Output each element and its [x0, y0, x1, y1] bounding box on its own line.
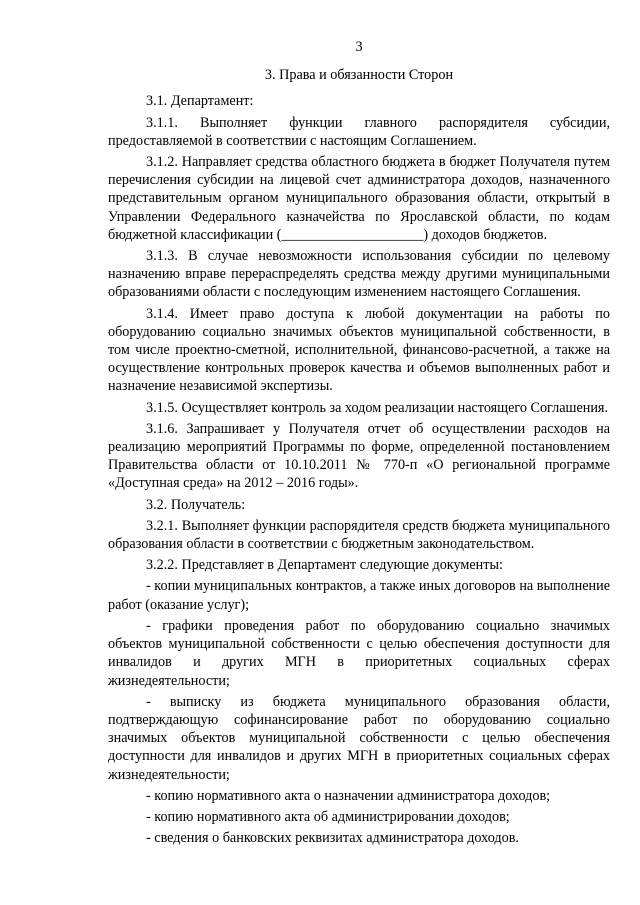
list-item-schedules: - графики проведения работ по оборудованию социально значимых объектов муниципальной собственности с целью обеспечения доступности для инвалидов и других МГН в приоритетных социальных сферах жизнедеятельности; [108, 617, 610, 689]
paragraph-3-1-5: 3.1.5. Осуществляет контроль за ходом реализации настоящего Соглашения. [146, 399, 609, 416]
list-item-admin-act: - копию нормативного акта об администрировании доходов; [146, 808, 510, 825]
paragraph-3-1-2: 3.1.2. Направляет средства областного бюджета в бюджет Получателя путем перечисления субсидии на лицевой счет администратора доходов, назначенного представительным органом муниципального образования области, открытый в Управлении Федерального казначейства по Ярославской области, по кодам бюджетной классификации (____________________) доходов бюджетов. [108, 154, 610, 243]
paragraph-3-2: 3.2. Получатель: [146, 496, 246, 513]
paragraph-3-1-4: 3.1.4. Имеет право доступа к любой документации на работы по оборудованию социально значимых объектов муниципальной собственности, в том числе проектно-сметной, исполнительной, финансово-расчетной, а также на осуществление контрольных проверок качества и объемов выполненных работ и назначение независимой экспертизы. [108, 305, 610, 395]
list-item-budget-extract: - выписку из бюджета муниципального образования области, подтверждающую софинансирование работ по оборудованию социально значимых объектов муниципальной собственности с целью обеспечения доступности для инвалидов и других МГН в приоритетных социальных сферах жизнедеятельности; [108, 693, 610, 783]
page-number: 3 [355, 39, 363, 55]
list-item-admin-appointment: - копию нормативного акта о назначении администратора доходов; [146, 787, 551, 804]
paragraph-3-1-3: 3.1.3. В случае невозможности использования субсидии по целевому назначению вправе перераспределять средства между другими муниципальными образованиями области с последующим изменением настоящего Соглашения. [108, 248, 610, 301]
paragraph-3-2-1: 3.2.1. Выполняет функции распорядителя средств бюджета муниципального образования области в соответствии с бюджетным законодательством. [108, 517, 610, 553]
paragraph-3-2-2: 3.2.2. Представляет в Департамент следующие документы: [146, 557, 503, 574]
list-item-contracts: - копии муниципальных контрактов, а также иных договоров на выполнение работ (оказание услуг); [108, 578, 610, 613]
paragraph-3-1: 3.1. Департамент: [146, 93, 254, 110]
section-title: 3. Права и обязанности Сторон [264, 67, 454, 84]
paragraph-3-1-6: 3.1.6. Запрашивает у Получателя отчет об осуществлении расходов на реализацию мероприятий Программы по форме, определенной постановлением Правительства области от 10.10.2011 № 770-п «О региональной программе «Доступная среда» на 2012 – 2016 годы». [108, 420, 610, 492]
paragraph-3-1-1: 3.1.1. Выполняет функции главного распорядителя субсидии, предоставляемой в соответствии с настоящим Соглашением. [108, 114, 610, 149]
list-item-bank-details: - сведения о банковских реквизитах администратора доходов. [146, 830, 519, 847]
